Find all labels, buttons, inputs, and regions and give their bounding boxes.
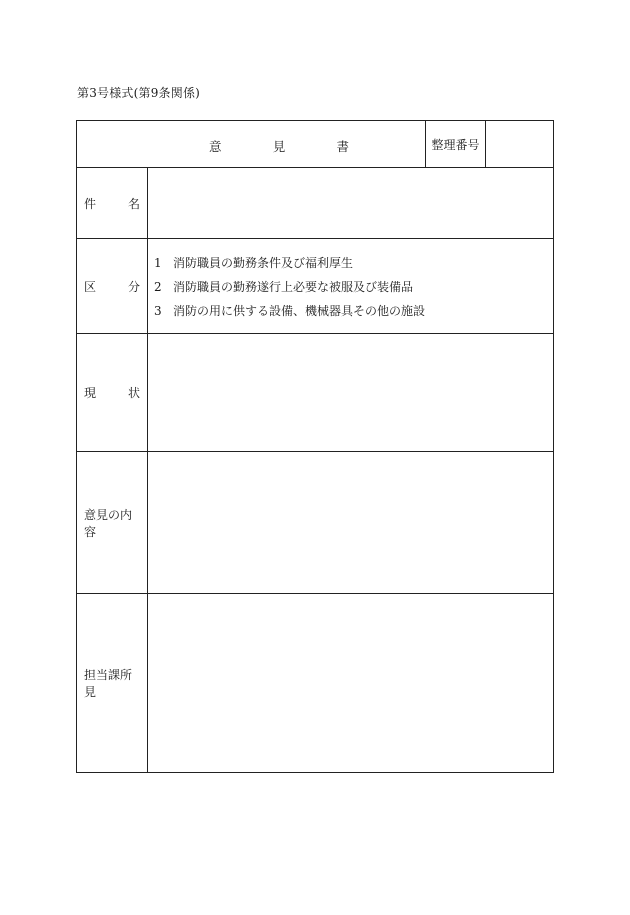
category-options <box>148 239 553 333</box>
case-name-label <box>77 168 148 238</box>
category-option-1[interactable] <box>154 253 425 277</box>
current-state-field[interactable] <box>148 334 553 451</box>
form-title <box>209 137 349 155</box>
case-name-label-char-1: 件 <box>84 196 97 211</box>
category-option-number: 2 <box>154 280 162 294</box>
form-title-char-3: 書 <box>336 139 349 154</box>
current-state-label <box>77 334 148 451</box>
form-header <box>77 121 553 168</box>
opinion-content-row <box>77 452 553 594</box>
category-option-3[interactable] <box>154 301 425 325</box>
category-option-text: 消防職員の勤務遂行上必要な被服及び装備品 <box>173 280 414 294</box>
reference-number-field[interactable] <box>486 121 554 167</box>
current-state-row <box>77 334 553 452</box>
category-option-text: 消防職員の勤務条件及び福利厚生 <box>173 256 354 270</box>
case-name-label-char-2: 名 <box>127 196 140 211</box>
category-label <box>77 239 148 333</box>
current-state-label-char-2: 状 <box>127 386 140 400</box>
opinion-form <box>76 120 554 773</box>
category-option-text: 消防の用に供する設備、機械器具その他の施設 <box>173 304 426 318</box>
category-option-number: 3 <box>154 304 162 318</box>
category-label-char-2: 分 <box>127 279 140 294</box>
department-view-field[interactable] <box>148 594 553 772</box>
category-option-list <box>154 253 425 325</box>
case-name-field[interactable] <box>148 168 553 238</box>
category-label-char-1: 区 <box>84 279 97 294</box>
department-view-label: 担当課所見 <box>77 594 148 772</box>
category-option-2[interactable] <box>154 277 425 301</box>
reference-number-label: 整理番号 <box>425 121 486 167</box>
department-view-row <box>77 594 553 772</box>
form-caption: 第3号様式(第9条関係) <box>77 86 201 100</box>
opinion-content-label: 意見の内容 <box>77 452 148 593</box>
opinion-content-field[interactable] <box>148 452 553 593</box>
form-title-char-1: 意 <box>209 139 222 154</box>
case-name-row <box>77 168 553 239</box>
current-state-label-char-1: 現 <box>84 386 97 400</box>
category-option-number: 1 <box>154 256 162 270</box>
form-title-char-2: 見 <box>272 139 286 154</box>
category-row <box>77 239 553 334</box>
